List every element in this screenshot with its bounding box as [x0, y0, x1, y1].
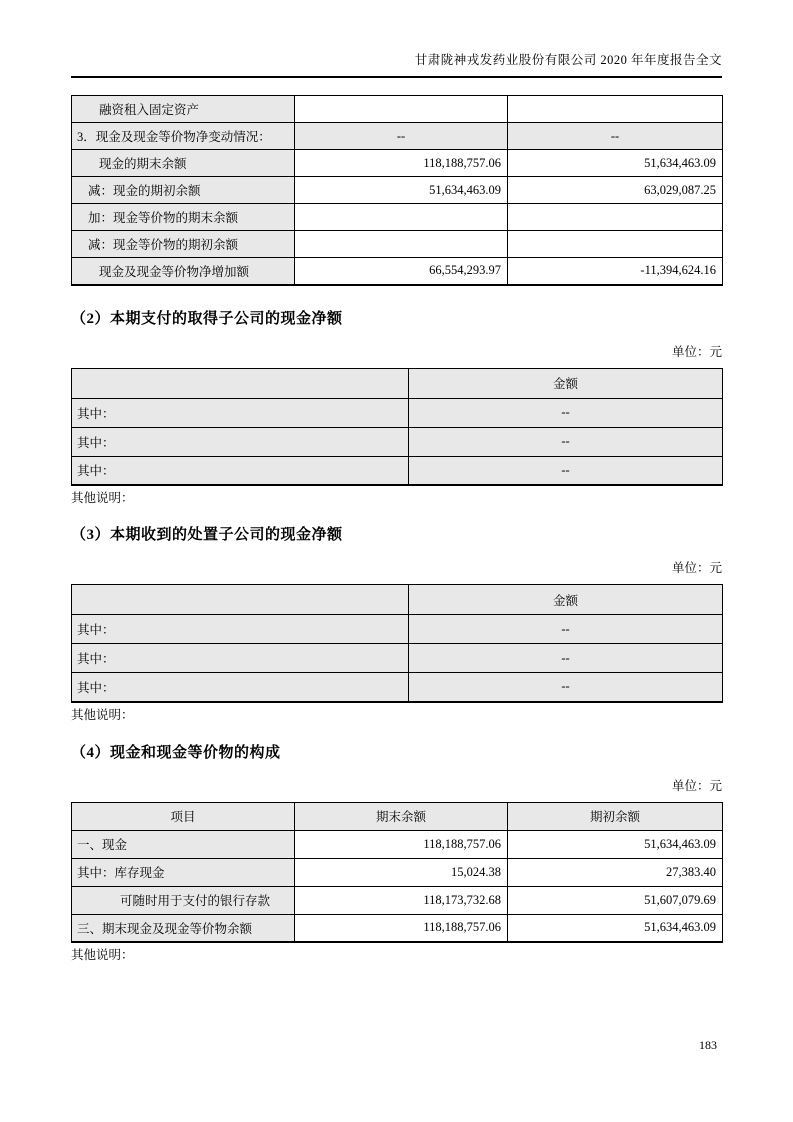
section2-heading: （2）本期支付的取得子公司的现金净额	[71, 310, 343, 327]
begin-balance-cell	[508, 96, 723, 123]
begin-balance-cell: 51,634,463.09	[508, 150, 723, 177]
row-label: 其中：	[72, 644, 409, 673]
table-row	[72, 673, 723, 702]
end-balance-cell: 118,188,757.06	[295, 830, 508, 858]
report-title: 甘肃陇神戎发药业股份有限公司 2020 年年度报告全文	[414, 53, 722, 67]
table-row	[72, 231, 723, 258]
table-header-row	[72, 585, 723, 615]
row-label: 其中：	[72, 615, 409, 644]
table-row	[72, 914, 723, 942]
cash-flow-continuation-table	[71, 95, 723, 286]
amount-cell: --	[409, 615, 723, 644]
begin-balance-cell: 63,029,087.25	[508, 177, 723, 204]
end-balance-cell: 66,554,293.97	[295, 258, 508, 285]
row-label: 其中：	[72, 456, 409, 485]
table-row	[72, 427, 723, 456]
row-label: 减：现金的期初余额	[72, 177, 295, 204]
begin-balance-cell: 51,634,463.09	[508, 830, 723, 858]
row-label: 现金及现金等价物净增加额	[72, 258, 295, 285]
section4-heading: （4）现金和现金等价物的构成	[71, 744, 281, 761]
table-row	[72, 615, 723, 644]
row-label: 三、期末现金及现金等价物余额	[72, 914, 295, 942]
table-row	[72, 858, 723, 886]
amount-cell: --	[409, 398, 723, 427]
row-label: 其中：	[72, 673, 409, 702]
table-row	[72, 204, 723, 231]
row-label: 融资租入固定资产	[72, 96, 295, 123]
blank-header-cell	[72, 368, 409, 398]
amount-column-header: 金额	[409, 368, 723, 398]
table-row	[72, 150, 723, 177]
end-balance-cell: 51,634,463.09	[295, 177, 508, 204]
begin-balance-cell: -11,394,624.16	[508, 258, 723, 285]
row-label: 加：现金等价物的期末余额	[72, 204, 295, 231]
item-column-header: 项目	[72, 802, 295, 830]
begin-balance-cell: 27,383.40	[508, 858, 723, 886]
end-balance-cell	[295, 204, 508, 231]
end-balance-cell: 118,188,757.06	[295, 150, 508, 177]
subsidiary-disposal-cash-table	[71, 584, 723, 703]
begin-balance-cell	[508, 231, 723, 258]
row-label: 3．现金及现金等价物净变动情况：	[72, 123, 295, 150]
section3-other-note: 其他说明：	[71, 707, 134, 722]
report-page-content	[71, 0, 722, 964]
begin-balance-cell: 51,607,079.69	[508, 886, 723, 914]
table-row	[72, 96, 723, 123]
blank-header-cell	[72, 585, 409, 615]
table-header-row	[72, 802, 723, 830]
table-row	[72, 886, 723, 914]
end-balance-cell: 15,024.38	[295, 858, 508, 886]
begin-balance-column-header: 期初余额	[508, 802, 723, 830]
row-label: 减：现金等价物的期初余额	[72, 231, 295, 258]
cash-composition-table	[71, 802, 723, 944]
amount-cell: --	[409, 644, 723, 673]
amount-cell: --	[409, 673, 723, 702]
row-label: 其中：	[72, 398, 409, 427]
table-row	[72, 830, 723, 858]
section2-other-note: 其他说明：	[71, 491, 134, 505]
table-row	[72, 123, 723, 150]
subsidiary-acquisition-cash-table	[71, 368, 723, 487]
page-header	[71, 0, 722, 78]
amount-column-header: 金额	[409, 585, 723, 615]
begin-balance-cell: --	[508, 123, 723, 150]
table-row	[72, 456, 723, 485]
table-row	[72, 398, 723, 427]
amount-cell: --	[409, 427, 723, 456]
section3-heading: （3）本期收到的处置子公司的现金净额	[71, 527, 343, 543]
table-row	[72, 644, 723, 673]
amount-cell: --	[409, 456, 723, 485]
end-balance-cell	[295, 231, 508, 258]
row-label: 其中：库存现金	[72, 858, 295, 886]
section4-unit-label: 单位：元	[671, 778, 722, 793]
table-row	[72, 177, 723, 204]
table-header-row	[72, 368, 723, 398]
begin-balance-cell: 51,634,463.09	[508, 914, 723, 942]
end-balance-cell: 118,188,757.06	[295, 914, 508, 942]
row-label: 其中：	[72, 427, 409, 456]
table-row	[72, 258, 723, 285]
end-balance-cell: --	[295, 123, 508, 150]
section2-unit-label: 单位：元	[671, 344, 722, 359]
end-balance-column-header: 期末余额	[295, 802, 508, 830]
section4-other-note: 其他说明：	[71, 948, 134, 962]
section3-unit-label: 单位：元	[671, 561, 722, 575]
begin-balance-cell	[508, 204, 723, 231]
row-label: 可随时用于支付的银行存款	[72, 886, 295, 914]
row-label: 一、现金	[72, 830, 295, 858]
page-number: 183	[699, 1038, 717, 1052]
end-balance-cell	[295, 96, 508, 123]
end-balance-cell: 118,173,732.68	[295, 886, 508, 914]
row-label: 现金的期末余额	[72, 150, 295, 177]
